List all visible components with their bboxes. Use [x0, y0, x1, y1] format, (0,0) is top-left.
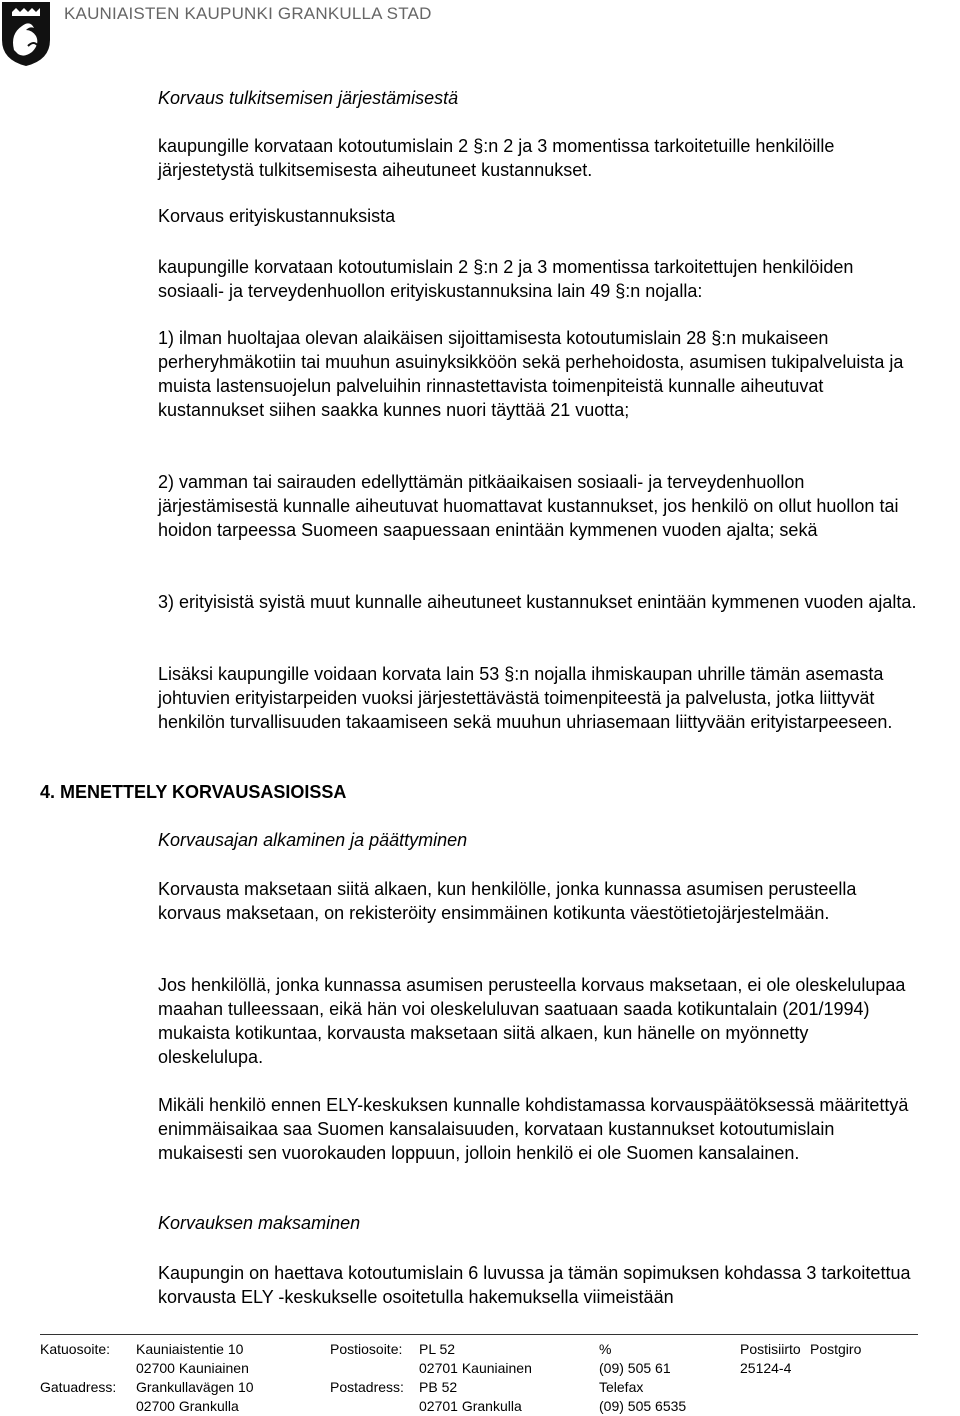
footer-phone-label: % [599, 1341, 612, 1357]
org-name: KAUNIAISTEN KAUPUNKI GRANKULLA STAD [64, 4, 432, 23]
paragraph-alkaminen-3: Mikäli henkilö ennen ELY-keskuksen kunnalle kohdistamassa korvauspäätöksessä määritettyä enimmäisaikaa saa Suomen kansalaisuuden, korvataan kustannukset kotoutumislain mukaisesti sen vuorokauden loppuun, jolloin henkilö ei ole Suomen kansalainen. [158, 1095, 909, 1163]
footer-row-2 [40, 1359, 940, 1378]
footer-gatuadress-label: Gatuadress: [40, 1379, 117, 1395]
footer-telefax-value: (09) 505 6535 [599, 1398, 687, 1414]
list-item-2: 2) vamman tai sairauden edellyttämän pitkäaikaisen sosiaali- ja terveydenhuollon järjestämisestä kunnalle aiheutuvat huomattavat kustannukset, jos henkilö on ollut huollon tai hoidon tarpeessa Suomeen saapuessaan enintään kymmenen vuoden ajalta; sekä [158, 472, 899, 540]
paragraph-maksaminen: Kaupungin on haettava kotoutumislain 6 luvussa ja tämän sopimuksen kohdassa 3 tarkoitettua korvausta ELY -keskukselle osoitetulla hakemuksella viimeistään [158, 1263, 911, 1307]
footer-katuosoite-label: Katuosoite: [40, 1341, 111, 1357]
paragraph-tulkitseminen: kaupungille korvataan kotoutumislain 2 §:n 2 ja 3 momentissa tarkoitetuille henkilöille järjestetystä tulkitsemisesta aiheutuneet kustannukset. [158, 136, 835, 180]
section-4-heading: 4. MENETTELY KORVAUSASIOISSA [40, 782, 347, 802]
paragraph-lisaksi: Lisäksi kaupungille voidaan korvata lain 53 §:n nojalla ihmiskaupan uhrille tämän asemasta johtuvien erityistarpeiden vuoksi järjestettävästä toimenpiteestä ja palvelusta, jotka liittyvät henkilön turvallisuuden takaamiseen sekä muuhun uhriasemaan liittyvään erityistarpeeseen. [158, 664, 893, 732]
paragraph-alkaminen-1: Korvausta maksetaan siitä alkaen, kun henkilölle, jonka kunnassa asumisen perusteella korvaus maksetaan, on rekisteröity ensimmäinen kotikunta väestötietojärjestelmään. [158, 879, 857, 923]
heading-maksaminen: Korvauksen maksaminen [158, 1213, 361, 1233]
paragraph-alkaminen-2: Jos henkilöllä, jonka kunnassa asumisen perusteella korvaus maksetaan, ei ole oleskelulupaa maahan tulleessaan, eikä hän voi oleskeluluvan saatuaan saada kotikuntalain (201/1994) mukaista kotikuntaa, korvausta maksetaan siitä alkaen, kun hänelle on myönnetty oleskelulupa. [158, 975, 906, 1067]
heading-alkaminen: Korvausajan alkaminen ja päättyminen [158, 830, 468, 850]
footer-postiosoite-label: Postiosoite: [330, 1341, 403, 1357]
footer-katuosoite-postal: 02700 Kauniainen [136, 1360, 249, 1376]
footer-divider [40, 1334, 918, 1335]
footer-postadress-label: Postadress: [330, 1379, 404, 1395]
heading-tulkitseminen: Korvaus tulkitsemisen järjestämisestä [158, 88, 459, 108]
footer-postgiro-label: Postgiro [810, 1341, 862, 1357]
footer-row-3 [40, 1378, 940, 1397]
footer-gatuadress-value: Grankullavägen 10 [136, 1379, 254, 1395]
footer-postisiirto-value: 25124-4 [740, 1360, 792, 1376]
footer-katuosoite-value: Kauniaistentie 10 [136, 1341, 244, 1357]
footer-postiosoite-postal: 02701 Kauniainen [419, 1360, 532, 1376]
list-item-1: 1) ilman huoltajaa olevan alaikäisen sijoittamisesta kotoutumislain 28 §:n mukaiseen perheryhmäkotiin tai muuhun asuinyksikköön sekä perhehoidosta, asumisen tukipalveluista ja muista lastensuojelun palveluihin rinnastettavista toimenpiteistä kunnalle aiheutuvat kustannukset siihen saakka kunnes nuori täyttää 21 vuotta; [158, 328, 904, 420]
heading-erityiskustannukset: Korvaus erityiskustannuksista [158, 206, 396, 226]
footer-phone-value: (09) 505 61 [599, 1360, 671, 1376]
footer-row-4 [40, 1397, 940, 1416]
footer-postadress-value: PB 52 [419, 1379, 458, 1395]
city-coat-of-arms-logo [0, 0, 52, 68]
footer-postiosoite-value: PL 52 [419, 1341, 456, 1357]
footer [40, 1340, 940, 1416]
footer-telefax-label: Telefax [599, 1379, 644, 1395]
list-item-3: 3) erityisistä syistä muut kunnalle aiheutuneet kustannukset enintään kymmenen vuoden ajalta. [158, 592, 917, 612]
footer-postisiirto-label: Postisiirto [740, 1341, 801, 1357]
footer-postadress-postal: 02701 Grankulla [419, 1398, 522, 1414]
footer-gatuadress-postal: 02700 Grankulla [136, 1398, 239, 1414]
footer-row-1 [40, 1340, 940, 1359]
paragraph-erityiskustannukset: kaupungille korvataan kotoutumislain 2 §:n 2 ja 3 momentissa tarkoitettujen henkilöiden sosiaali- ja terveydenhuollon erityiskustannuksina lain 49 §:n nojalla: [158, 257, 854, 301]
